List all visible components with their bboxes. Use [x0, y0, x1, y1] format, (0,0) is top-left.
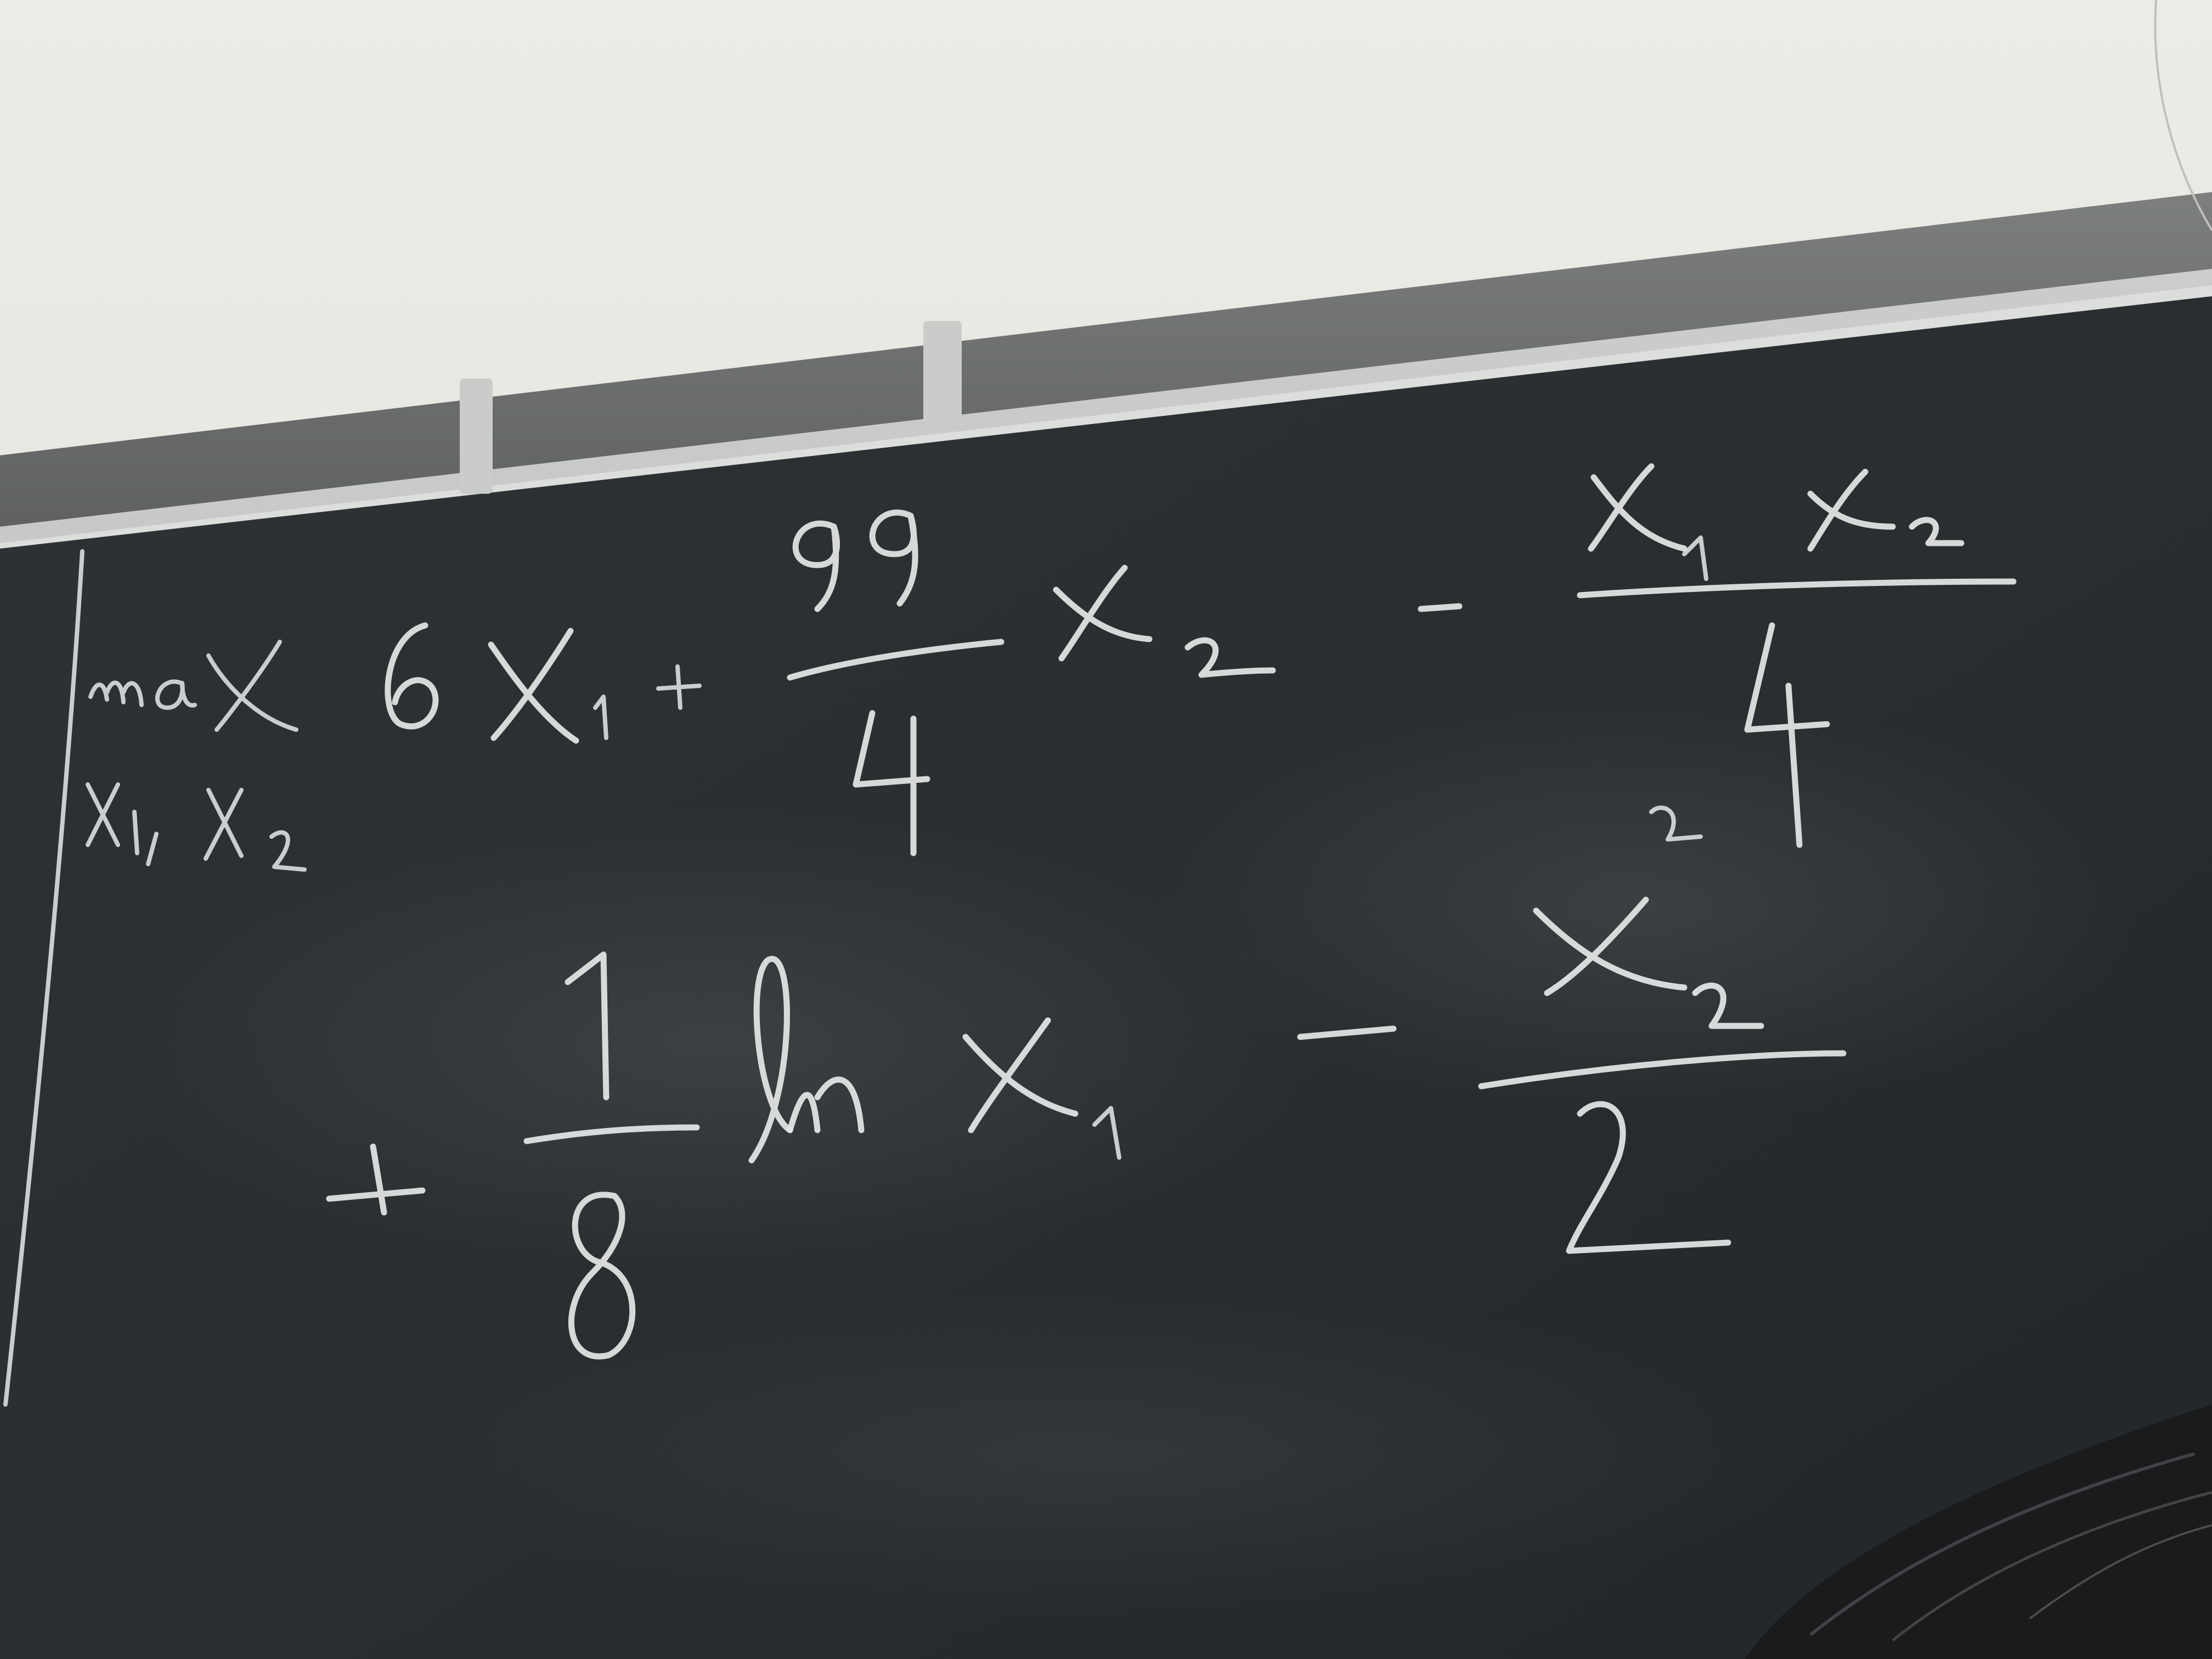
erased-smudge — [384, 1289, 1810, 1618]
tray-clip — [923, 321, 962, 425]
tray-clip — [460, 379, 493, 494]
minus-sign — [1421, 606, 1459, 609]
erased-smudge — [110, 812, 1317, 1273]
erased-smudge — [1152, 697, 2140, 1114]
